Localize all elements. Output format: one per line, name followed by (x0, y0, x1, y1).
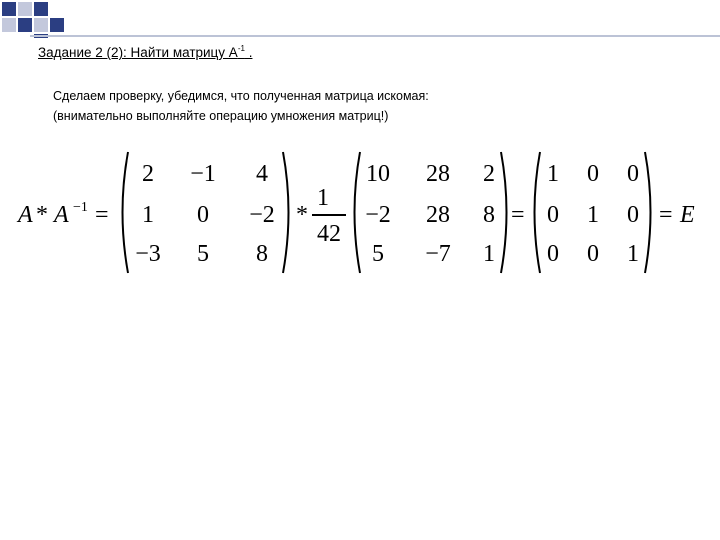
check-text (53, 86, 429, 126)
matrix-e-cell: 0 (587, 161, 599, 187)
lhs-equals: = (95, 202, 109, 228)
matrix-e-cell: 0 (547, 241, 559, 267)
matrix-a-cell: 8 (256, 241, 268, 267)
fraction-bar (312, 214, 346, 216)
matrix-b-cell: 8 (483, 202, 495, 228)
check-text-line1: Сделаем проверку, убедимся, что полученная матрица искомая: (53, 89, 429, 103)
header-rule (30, 35, 720, 37)
matrix-a-cell: −2 (249, 202, 275, 228)
matrix-e-cell: 0 (587, 241, 599, 267)
matrix-a-cell: 1 (142, 202, 154, 228)
matrix-e-cell: 0 (547, 202, 559, 228)
title-text: Задание 2 (2): Найти матрицу А (38, 45, 238, 60)
matrix-a-cell: −1 (190, 161, 216, 187)
matrix-e-cell: 1 (547, 161, 559, 187)
matrix-e-cell: 0 (627, 202, 639, 228)
matrix-a-cell: −3 (135, 241, 161, 267)
matrix-b-cell: 28 (426, 161, 450, 187)
matrix-equation (0, 150, 720, 280)
check-text-line2: (внимательно выполняйте операцию умножения матриц!) (53, 109, 389, 123)
equals-sign-2: = (511, 202, 525, 228)
matrix-b-cell: 10 (366, 161, 390, 187)
lhs-mult: * (36, 202, 48, 228)
matrix-e-cell: 1 (627, 241, 639, 267)
matrix-a-cell: 4 (256, 161, 268, 187)
matrix-b-cell: 2 (483, 161, 495, 187)
title-superscript: -1 (237, 44, 245, 53)
matrix-e-cell: 0 (627, 161, 639, 187)
matrix-a-cell: 2 (142, 161, 154, 187)
matrix-e-cell: 1 (587, 202, 599, 228)
matrix-b-cell: −2 (365, 202, 391, 228)
title-suffix: . (244, 45, 253, 60)
corner-decoration (0, 0, 720, 40)
rhs-e: E (680, 202, 695, 228)
lhs-a: A (18, 202, 33, 228)
matrix-b-cell: 5 (372, 241, 384, 267)
multiply-sign: * (296, 202, 308, 228)
matrix-a-cell: 0 (197, 202, 209, 228)
matrix-b-cell: 28 (426, 202, 450, 228)
fraction-denominator: 42 (317, 221, 341, 247)
task-title (38, 44, 252, 60)
matrix-b-cell: 1 (483, 241, 495, 267)
lhs-exponent: −1 (73, 200, 88, 215)
matrix-b-cell: −7 (425, 241, 451, 267)
fraction-numerator: 1 (317, 185, 329, 211)
equals-sign-3: = (659, 202, 673, 228)
matrix-a-cell: 5 (197, 241, 209, 267)
lhs-a2: A (54, 202, 69, 228)
